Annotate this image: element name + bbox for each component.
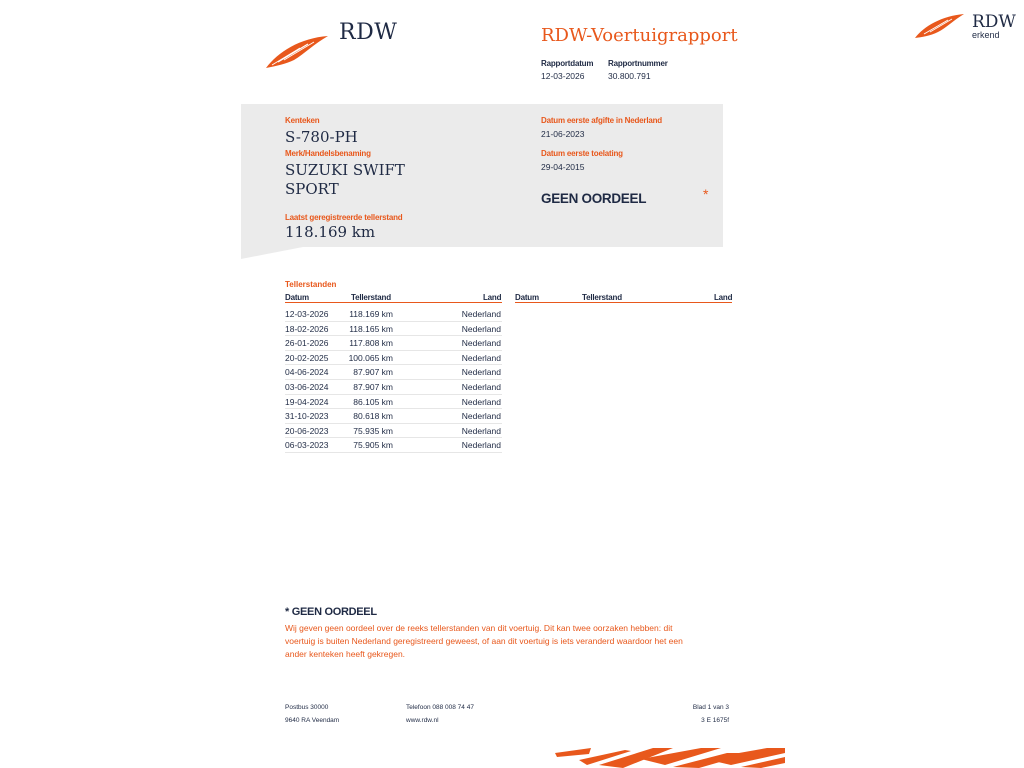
table-row [285, 437, 502, 453]
row-reading: 75.935 km [353, 425, 393, 436]
footer-page: Blad 1 van 3 [692, 704, 729, 711]
table-row [285, 306, 502, 322]
row-date: 12-03-2026 [285, 309, 329, 319]
row-reading: 86.105 km [353, 396, 393, 407]
row-date: 18-02-2026 [285, 323, 329, 334]
header-divider [285, 302, 502, 303]
row-reading: 75.905 km [353, 440, 393, 451]
col-header-country: Land [483, 293, 502, 302]
footer-code: 3 E 1675f [701, 717, 729, 724]
erkend-logo-name: RDW [972, 12, 1016, 32]
footnote-text: Wij geven geen oordeel over de reeks tellerstanden van dit voertuig. Dit kan twee oorzaken hebben: dit voertuig is buiten Nederland geregistreerd geweest, of aan dit voertuig is iets veranderd waardoor het een ander kenteken heeft gekregen. [285, 623, 683, 659]
report-title: RDW-Voertuigrapport [541, 25, 738, 46]
table-row [285, 335, 502, 351]
row-country: Nederland [461, 396, 501, 407]
row-reading: 100.065 km [348, 352, 393, 363]
report-number: 30.800.791 [608, 71, 651, 81]
footer-phone: Telefoon 088 008 74 47 [406, 704, 474, 711]
vehicle-info-panel-notch [241, 247, 303, 259]
row-reading: 118.165 km [349, 323, 393, 334]
footer-postbus: Postbus 30000 [285, 704, 329, 711]
verdict-footnote-mark: * [703, 186, 709, 202]
row-country: Nederland [461, 382, 501, 392]
row-country: Nederland [461, 411, 501, 422]
first-issue-nl-label: Datum eerste afgifte in Nederland [541, 116, 662, 125]
odometer-value: 118.169 km [285, 223, 376, 241]
row-date: 20-02-2025 [285, 352, 329, 363]
table-row [285, 350, 502, 366]
row-reading: 117.808 km [349, 338, 393, 349]
row-country: Nederland [461, 425, 501, 436]
row-reading: 87.907 km [353, 382, 393, 392]
table-row [285, 408, 502, 424]
report-date: 12-03-2026 [541, 71, 585, 81]
row-date: 31-10-2023 [285, 411, 329, 422]
header-divider-2 [515, 302, 732, 303]
odometer-label: Laatst geregistreerde tellerstand [285, 213, 403, 222]
rdw-erkend-feather-icon [914, 10, 966, 40]
make-value-line1: SUZUKI SWIFT [285, 161, 405, 179]
plate-value: S-780-PH [285, 128, 358, 146]
row-country: Nederland [461, 309, 501, 319]
first-issue-nl-value: 21-06-2023 [541, 129, 585, 139]
col-header-reading: Tellerstand [351, 293, 391, 302]
footer-web: www.rdw.nl [406, 717, 439, 724]
decorative-stripes-icon [555, 745, 785, 768]
first-admission-value: 29-04-2015 [541, 162, 585, 172]
row-date: 06-03-2023 [285, 440, 329, 451]
col-header-date: Datum [285, 293, 309, 302]
table-row [285, 394, 502, 410]
odometer-table-title: Tellerstanden [285, 280, 337, 289]
row-country: Nederland [461, 338, 501, 349]
footer-city: 9640 RA Veendam [285, 717, 340, 724]
plate-label: Kenteken [285, 116, 320, 125]
table-row [285, 423, 502, 439]
make-label: Merk/Handelsbenaming [285, 149, 371, 158]
row-reading: 118.169 km [349, 309, 393, 319]
rdw-feather-logo-icon [264, 30, 332, 70]
col-header-country-2: Land [714, 293, 733, 302]
erkend-logo-subtitle: erkend [972, 30, 1000, 40]
row-country: Nederland [461, 440, 501, 451]
make-value-line2: SPORT [285, 180, 339, 198]
row-date: 19-04-2024 [285, 396, 329, 407]
row-date: 04-06-2024 [285, 367, 329, 378]
first-admission-label: Datum eerste toelating [541, 149, 623, 158]
report-number-label: Rapportnummer [608, 59, 668, 68]
report-date-label: Rapportdatum [541, 59, 594, 68]
row-date: 26-01-2026 [285, 338, 329, 349]
row-country: Nederland [461, 367, 501, 378]
row-country: Nederland [461, 323, 501, 334]
col-header-reading-2: Tellerstand [582, 293, 622, 302]
col-header-date-2: Datum [515, 293, 539, 302]
footnote-title: * GEEN OORDEEL [285, 606, 377, 618]
row-date: 03-06-2024 [285, 382, 329, 392]
row-date: 20-06-2023 [285, 425, 329, 436]
table-row [285, 379, 502, 395]
brand-name: RDW [339, 20, 398, 45]
row-reading: 80.618 km [353, 411, 393, 422]
row-reading: 87.907 km [353, 367, 393, 378]
table-row [285, 321, 502, 337]
table-row [285, 364, 502, 380]
verdict-badge: GEEN OORDEEL [541, 191, 647, 206]
row-country: Nederland [461, 352, 501, 363]
